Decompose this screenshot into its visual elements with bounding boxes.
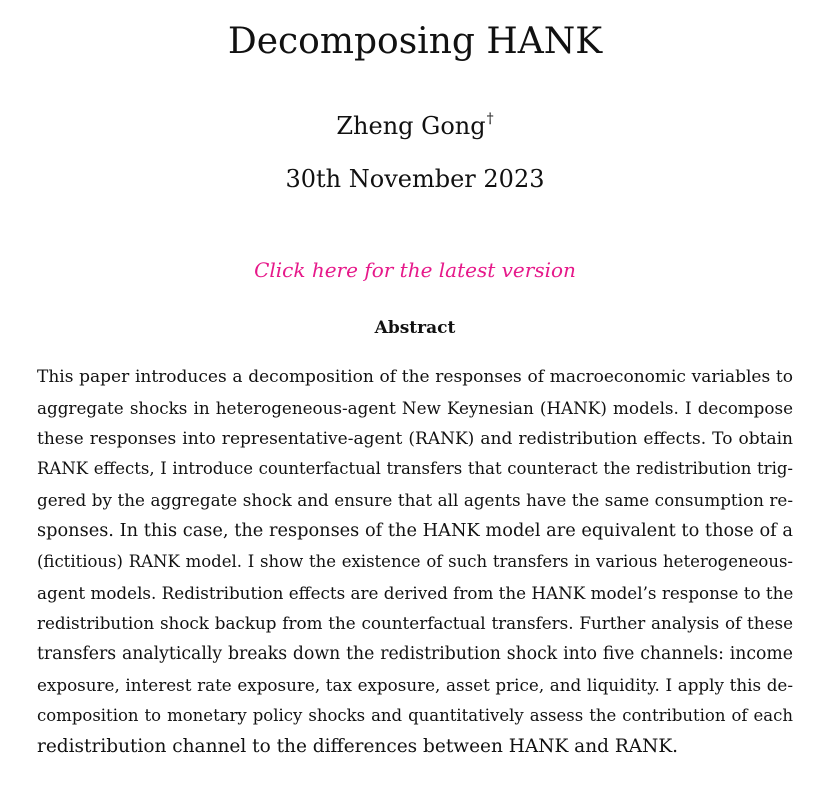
author-name: Zheng Gong [336, 112, 486, 140]
paper-title: Decomposing HANK [227, 21, 603, 62]
abstract-line: RANK effects, I introduce counterfactual transfers that counteract the redistribution trig- [37, 459, 793, 479]
abstract-line: agent models. Redistribution effects are derived from the HANK model’s response to the [37, 582, 794, 603]
latest-version-link[interactable]: Click here for the latest version [254, 258, 576, 282]
abstract-line: these responses into representative-agent (RANK) and redistribution effects. To obtain [37, 428, 793, 449]
paper-date: 30th November 2023 [285, 165, 545, 193]
abstract-line: (fictitious) RANK model. I show the existence of such transfers in various heterogeneous- [37, 551, 793, 571]
abstract-line: redistribution shock backup from the counterfactual transfers. Further analysis of these [37, 613, 793, 634]
abstract-body [37, 362, 793, 762]
author-footnote-mark[interactable]: † [486, 111, 494, 127]
abstract-line: redistribution channel to the differences between HANK and RANK. [37, 735, 679, 757]
abstract-line: This paper introduces a decomposition of the responses of macroeconomic variables to [37, 367, 793, 387]
author-line [0, 104, 830, 143]
abstract-line: composition to monetary policy shocks and quantitatively assess the contribution of each [37, 705, 793, 725]
abstract-line: transfers analytically breaks down the redistribution shock into five channels: income [37, 644, 793, 665]
abstract-line: sponses. In this case, the responses of the HANK model are equivalent to those of a [37, 520, 793, 541]
abstract-line: aggregate shocks in heterogeneous-agent New Keynesian (HANK) models. I decompose [37, 397, 793, 418]
abstract-line: exposure, interest rate exposure, tax exposure, asset price, and liquidity. I apply this de- [37, 674, 793, 695]
abstract-heading: Abstract [374, 318, 456, 338]
abstract-line: gered by the aggregate shock and ensure that all agents have the same consumption re- [37, 490, 793, 511]
